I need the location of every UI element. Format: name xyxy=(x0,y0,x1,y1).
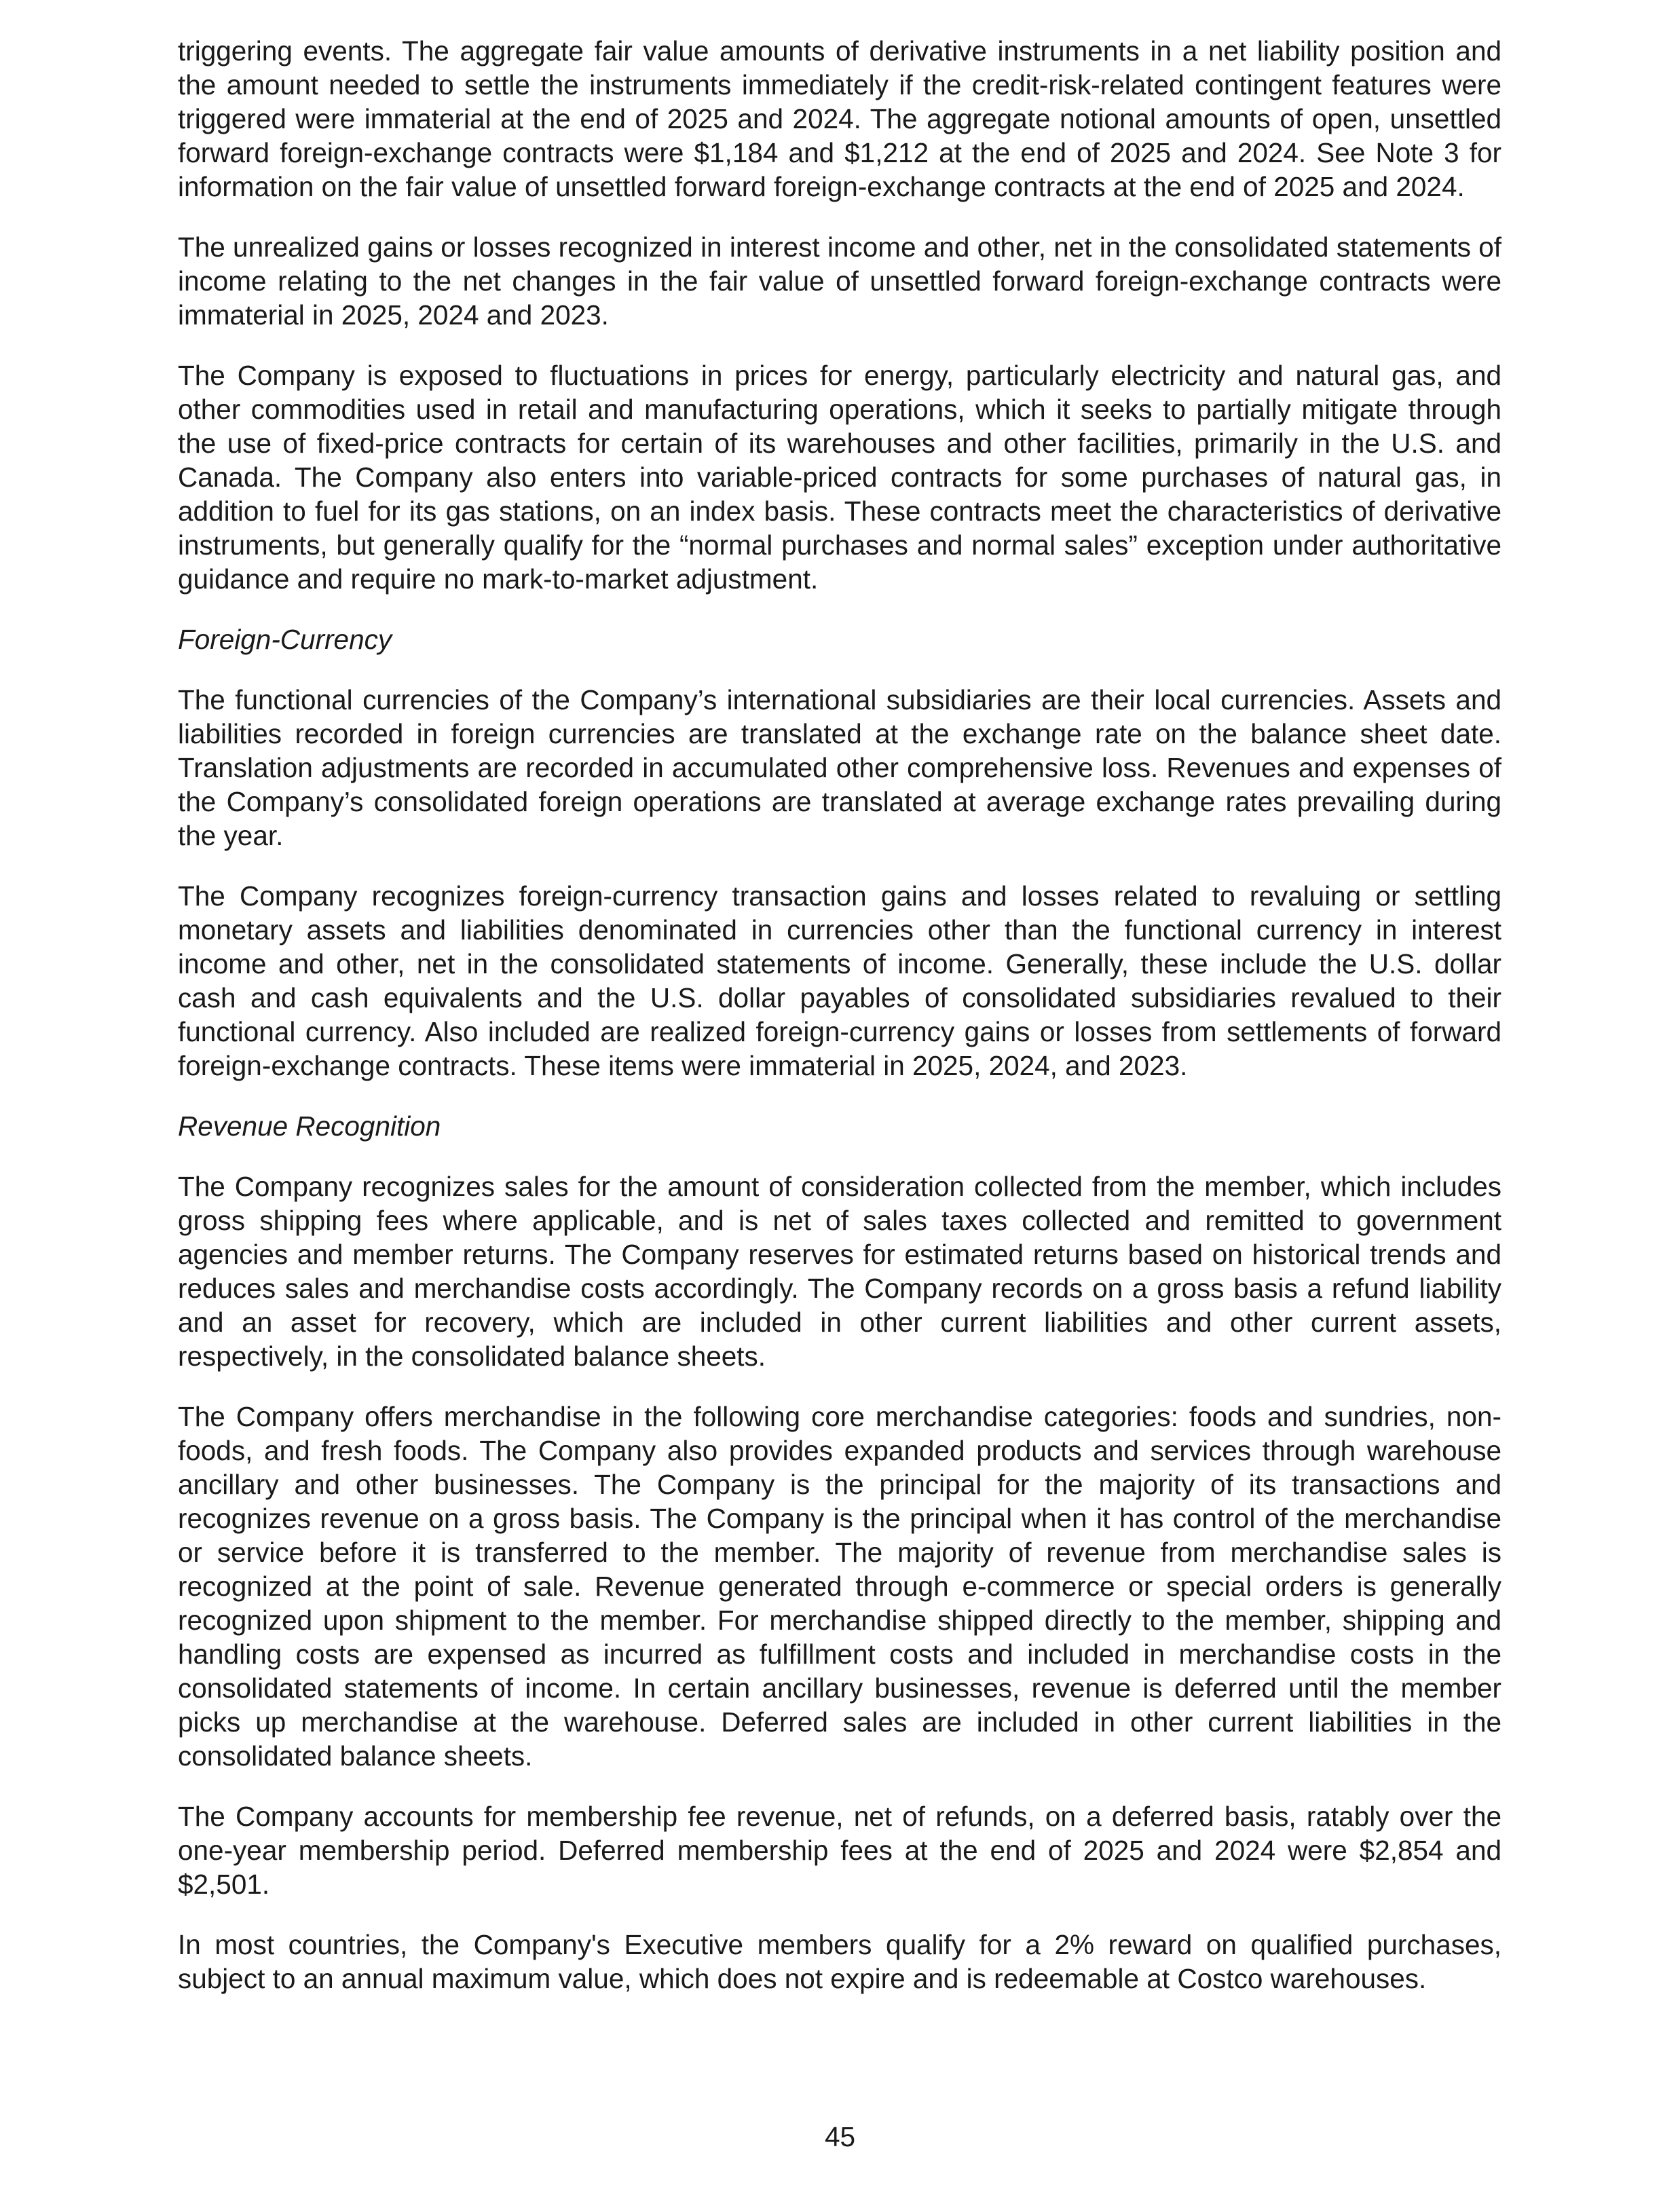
paragraph-derivative-credit-risk: triggering events. The aggregate fair value amounts of derivative instruments in a net liability position and the amount needed to settle the instruments immediately if the credit-risk-related contingent features were triggered were immaterial at the end of 2025 and 2024. The aggregate notional amounts of open, unsettled forward foreign-exchange contracts were $1,184 and $1,212 at the end of 2025 and 2024. See Note 3 for information on the fair value of unsettled forward foreign-exchange contracts at the end of 2025 and 2024. xyxy=(178,35,1501,202)
paragraph-unrealized-gains: The unrealized gains or losses recognized in interest income and other, net in the consolidated statements of income relating to the net changes in the fair value of unsettled forward foreign-exchange contracts were immaterial in 2025, 2024 and 2023. xyxy=(178,231,1501,331)
paragraph-merchandise-categories: The Company offers merchandise in the following core merchandise categories: foods and sundries, non-foods, and fresh foods. The Company also provides expanded products and services through warehouse ancillary and other businesses. The Company is the principal for the majority of its transactions and recognizes revenue on a gross basis. The Company is the principal when it has control of the merchandise or service before it is transferred to the member. The majority of revenue from merchandise sales is recognized at the point of sale. Revenue generated through e-commerce or special orders is generally recognized upon shipment to the member. For merchandise shipped directly to the member, shipping and handling costs are expensed as incurred as fulfillment costs and included in merchandise costs in the consolidated statements of income. In certain ancillary businesses, revenue is deferred until the member picks up merchandise at the warehouse. Deferred sales are included in other current liabilities in the consolidated balance sheets. xyxy=(178,1401,1501,1772)
paragraph-executive-rewards: In most countries, the Company's Executive members qualify for a 2% reward on qualified purchases, subject to an annual maximum value, which does not expire and is redeemable at Costco warehouses. xyxy=(178,1929,1501,1994)
paragraph-membership-fees: The Company accounts for membership fee revenue, net of refunds, on a deferred basis, ratably over the one-year membership period. Deferred membership fees at the end of 2025 and 2024 were $2,854 and $2,501. xyxy=(178,1801,1501,1900)
paragraph-transaction-gains: The Company recognizes foreign-currency transaction gains and losses related to revaluing or settling monetary assets and liabilities denominated in currencies other than the functional currency in interest income and other, net in the consolidated statements of income. Generally, these include the U.S. dollar cash and cash equivalents and the U.S. dollar payables of consolidated subsidiaries revalued to their functional currency. Also included are realized foreign-currency gains or losses from settlements of forward foreign-exchange contracts. These items were immaterial in 2025, 2024, and 2023. xyxy=(178,880,1501,1081)
paragraph-energy-commodities: The Company is exposed to fluctuations in prices for energy, particularly electricity and natural gas, and other commodities used in retail and manufacturing operations, which it seeks to partially mitigate through the use of fixed-price contracts for certain of its warehouses and other facilities, primarily in the U.S. and Canada. The Company also enters into variable-priced contracts for some purchases of natural gas, in addition to fuel for its gas stations, on an index basis. These contracts meet the characteristics of derivative instruments, but generally qualify for the “normal purchases and normal sales” exception under authoritative guidance and require no mark-to-market adjustment. xyxy=(178,360,1501,595)
section-heading-foreign-currency: Foreign-Currency xyxy=(178,624,392,655)
paragraph-sales-recognition: The Company recognizes sales for the amount of consideration collected from the member, which includes gross shipping fees where applicable, and is net of sales taxes collected and remitted to government agencies and member returns. The Company reserves for estimated returns based on historical trends and reduces sales and merchandise costs accordingly. The Company records on a gross basis a refund liability and an asset for recovery, which are included in other current liabilities and other current assets, respectively, in the consolidated balance sheets. xyxy=(178,1171,1501,1372)
page-number: 45 xyxy=(824,2121,856,2152)
section-heading-revenue-recognition: Revenue Recognition xyxy=(178,1110,441,1142)
document-body xyxy=(178,34,1501,2022)
paragraph-functional-currencies: The functional currencies of the Company’s international subsidiaries are their local currencies. Assets and liabilities recorded in foreign currencies are translated at the exchange rate on the balance sheet date. Translation adjustments are recorded in accumulated other comprehensive loss. Revenues and expenses of the Company’s consolidated foreign operations are translated at average exchange rates prevailing during the year. xyxy=(178,684,1501,851)
